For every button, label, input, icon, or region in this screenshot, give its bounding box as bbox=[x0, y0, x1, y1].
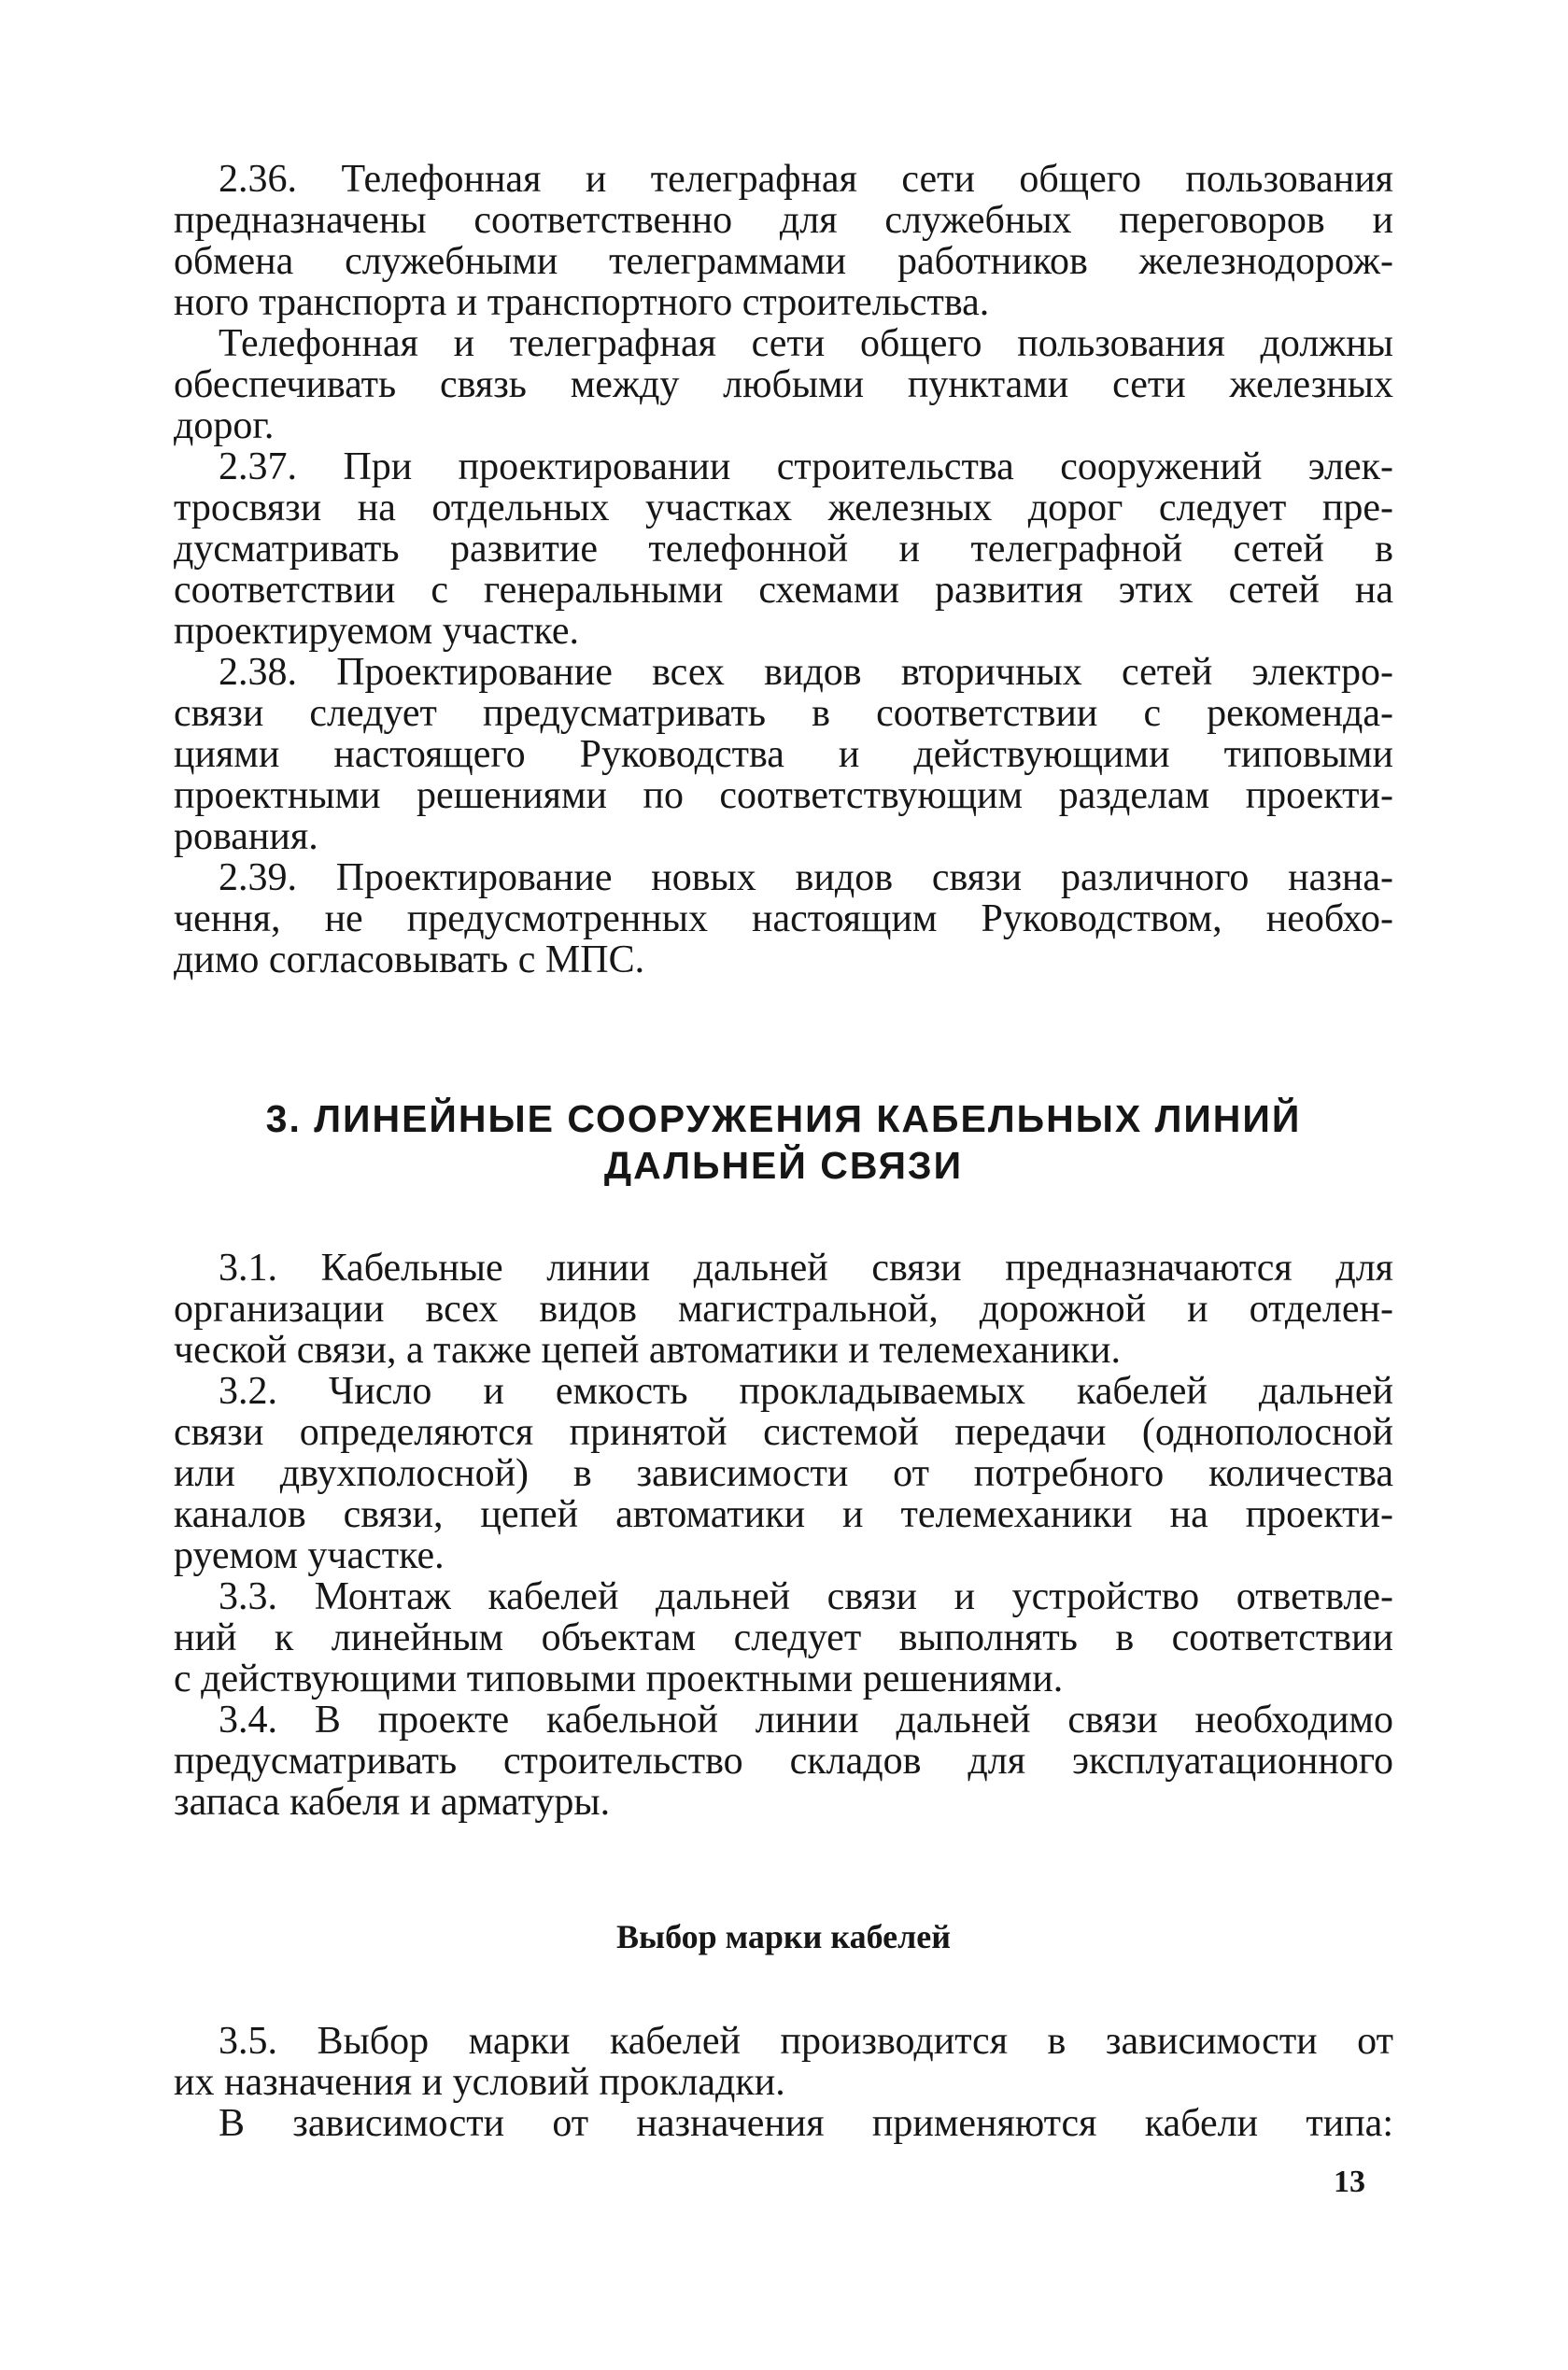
paragraph-3-2-line: руемом участке. bbox=[174, 1534, 445, 1577]
paragraph-3-3-line: ний к линейным объектам следует выполнять в соответствии bbox=[174, 1616, 1393, 1659]
paragraph-network-line: обеспечивать связь между любыми пунктами сети железных bbox=[174, 363, 1393, 406]
text-block-section-2 bbox=[174, 159, 1393, 980]
paragraph-2-39-line: 2.39. Проектирование новых видов связи различного назна- bbox=[219, 856, 1393, 899]
paragraph-2-37-line: тросвязи на отдельных участках железных дорог следует пре- bbox=[174, 487, 1393, 529]
section-3-heading bbox=[174, 1095, 1393, 1189]
paragraph-2-38-line: рования. bbox=[174, 815, 318, 858]
section-3-heading-line-2: ДАЛЬНЕЙ СВЯЗИ bbox=[603, 1144, 964, 1187]
section-3-heading-line-1: 3. ЛИНЕЙНЫЕ СООРУЖЕНИЯ КАБЕЛЬНЫХ ЛИНИЙ bbox=[265, 1097, 1302, 1140]
paragraph-2-38-line: циями настоящего Руководства и действующими типовыми bbox=[174, 733, 1393, 776]
paragraph-3-1-line: 3.1. Кабельные линии дальней связи предназначаются для bbox=[219, 1247, 1393, 1290]
paragraph-3-2-line: связи определяются принятой системой передачи (однополосной bbox=[174, 1411, 1393, 1454]
paragraph-cable-types-line: В зависимости от назначения применяются кабели типа: bbox=[219, 2102, 1393, 2145]
paragraph-3-5-line: 3.5. Выбор марки кабелей производится в зависимости от bbox=[219, 2020, 1393, 2063]
paragraph-network-line: Телефонная и телеграфная сети общего пользования должны bbox=[219, 322, 1393, 365]
paragraph-3-1-line: ческой связи, а также цепей автоматики и телемеханики. bbox=[174, 1329, 1122, 1372]
paragraph-3-3-line: с действующими типовыми проектными решениями. bbox=[174, 1658, 1064, 1700]
paragraph-3-1-line: организации всех видов магистральной, дорожной и отделен- bbox=[174, 1288, 1393, 1331]
paragraph-2-36-line: предназначены соответственно для служебных переговоров и bbox=[174, 199, 1393, 242]
paragraph-network-line: дорог. bbox=[174, 404, 275, 447]
paragraph-2-37-line: дусматривать развитие телефонной и телеграфной сетей в bbox=[174, 528, 1393, 571]
paragraph-2-36-line: 2.36. Телефонная и телеграфная сети общего пользования bbox=[219, 158, 1393, 201]
text-block-section-3 bbox=[174, 1248, 1393, 1823]
paragraph-2-36-line: обмена служебными телеграммами работников железнодорож- bbox=[174, 240, 1393, 283]
paragraph-3-2-line: 3.2. Число и емкость прокладываемых кабелей дальней bbox=[219, 1370, 1393, 1413]
paragraph-2-39-line: димо согласовывать с МПС. bbox=[174, 938, 645, 981]
paragraph-2-38-line: проектными решениями по соответствующим разделам проекти- bbox=[174, 774, 1393, 817]
paragraph-3-3-line: 3.3. Монтаж кабелей дальней связи и устройство ответвле- bbox=[219, 1575, 1393, 1618]
paragraph-2-38-line: 2.38. Проектирование всех видов вторичных сетей электро- bbox=[219, 651, 1393, 694]
text-block-cable-brand bbox=[174, 2021, 1393, 2144]
paragraph-3-5-line: их назначения и условий прокладки. bbox=[174, 2061, 785, 2104]
paragraph-3-2-line: каналов связи, цепей автоматики и телемеханики на проекти- bbox=[174, 1493, 1393, 1536]
page-number: 13 bbox=[1334, 2165, 1365, 2199]
paragraph-3-4-line: 3.4. В проекте кабельной линии дальней связи необходимо bbox=[219, 1699, 1393, 1742]
paragraph-2-37-line: 2.37. При проектировании строительства сооружений элек- bbox=[219, 445, 1393, 488]
paragraph-3-2-line: или двухполосной) в зависимости от потребного количества bbox=[174, 1452, 1393, 1495]
paragraph-2-38-line: связи следует предусматривать в соответствии с рекоменда- bbox=[174, 692, 1393, 735]
paragraph-2-37-line: проектируемом участке. bbox=[174, 610, 579, 653]
paragraph-2-36-line: ного транспорта и транспортного строительства. bbox=[174, 281, 990, 324]
paragraph-3-4-line: предусматривать строительство складов для эксплуатационного bbox=[174, 1740, 1393, 1783]
subheading-cable-brand: Выбор марки кабелей bbox=[615, 1918, 952, 1955]
paragraph-3-4-line: запаса кабеля и арматуры. bbox=[174, 1781, 611, 1824]
paragraph-2-37-line: соответствии с генеральными схемами развития этих сетей на bbox=[174, 569, 1393, 612]
paragraph-2-39-line: чення, не предусмотренных настоящим Руководством, необхо- bbox=[174, 897, 1393, 940]
